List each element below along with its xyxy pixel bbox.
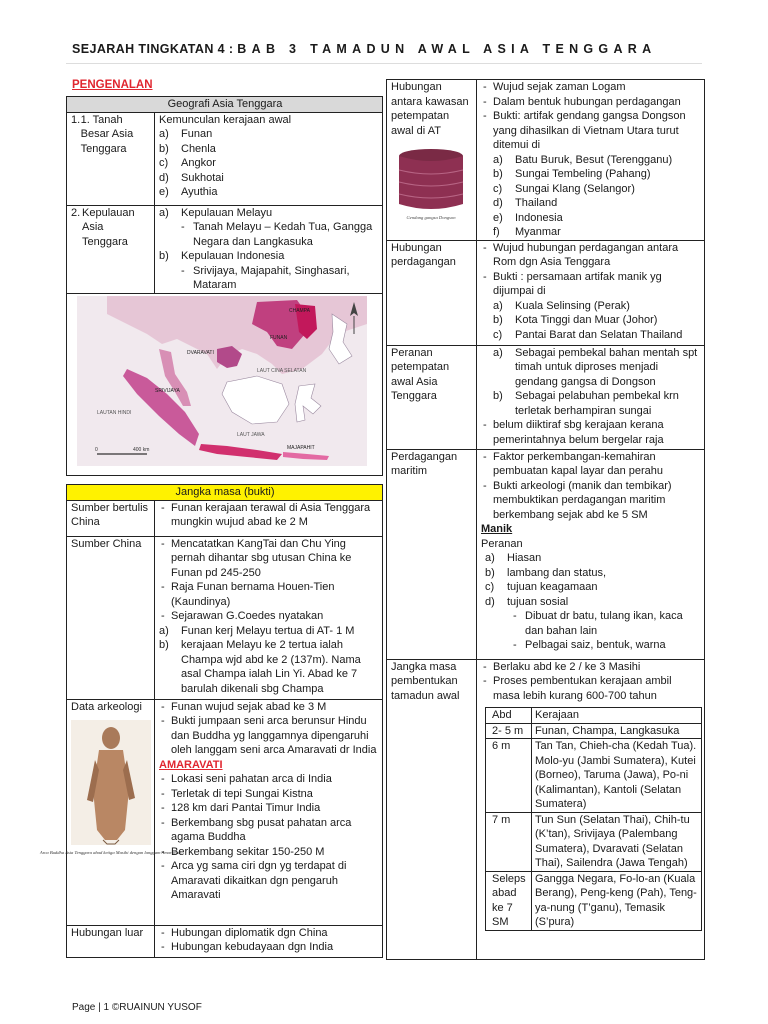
table-cell: 7 m [486, 812, 532, 871]
geografi-table [66, 96, 383, 476]
drum-caption: Gendang gangsa Dongson [406, 215, 456, 220]
list-item: a) Kuala Selinsing (Perak) [493, 299, 630, 312]
southeast-asia-map [67, 294, 381, 474]
list-item: - Bukti: artifak gendang gangsa Dongson yang dihasilkan di Vietnam Utara turut ditemui di [481, 109, 701, 153]
list-item: e) Indonesia [493, 211, 563, 224]
map-label: SRIVIJAYA [155, 387, 180, 394]
row-label: Jangka masa pembentukan tamadun awal [387, 659, 477, 959]
table-header: Kerajaan [532, 708, 702, 724]
dongson-drum-image [391, 142, 471, 222]
row-label: Hubungan luar [67, 925, 155, 957]
list-item: e) Ayuthia [159, 186, 218, 198]
row-label: Sumber China [67, 536, 155, 699]
list-item: c) Pantai Barat dan Selatan Thailand [493, 328, 683, 341]
map-label: FUNAN [270, 334, 288, 341]
table-row [486, 723, 702, 739]
list-item: - Dalam bentuk hubungan perdagangan [481, 95, 701, 110]
geografi-heading: Geografi Asia Tenggara [67, 97, 383, 113]
list-item: d) Thailand [493, 197, 558, 209]
list-item: - 128 km dari Pantai Timur India [159, 801, 379, 816]
list-item: - Mencatatkan KangTai dan Chu Ying pernah dihantar sbg utusan China ke Funan pd 245-250 [159, 537, 379, 581]
peranan-heading: Peranan [481, 537, 523, 550]
list-item: - Srivijaya, Majapahit, Singhasari, Mataram [159, 264, 379, 293]
list-item: - Hubungan kebudayaan dgn India [159, 940, 379, 955]
list-item: - Faktor perkembangan-kemahiran pembuatan kapal layar dan perahu [481, 450, 701, 479]
list-item: - Funan kerajaan terawal di Asia Tenggara mungkin wujud abad ke 2 M [159, 501, 379, 530]
row-label: 1. 1. Tanah Besar Asia Tenggara [67, 112, 155, 205]
table-row [486, 871, 702, 930]
list-item: - Dibuat dr batu, tulang ikan, kaca dan bahan lain [491, 609, 701, 638]
list-item: b) Sungai Tembeling (Pahang) [493, 168, 651, 180]
list-item: d) Sukhotai [159, 171, 224, 184]
list-item: b) lambang dan status, [485, 566, 607, 579]
list-item: f) Myanmar [493, 226, 561, 238]
row-label: Data arkeologi Arca Buddha Asia Tenggara abad ketiga Masihi dengan langgam Amaravati. [67, 699, 155, 925]
section-title: PENGENALAN [72, 79, 153, 91]
list-item: - Terletak di tepi Sungai Kistna [159, 787, 379, 802]
jangka-heading: Jangka masa (bukti) [67, 485, 383, 501]
list-item: d) tujuan sosial [485, 595, 569, 608]
table-row [486, 739, 702, 813]
row-label: 2. Kepulauan Asia Tenggara [67, 205, 155, 293]
list-item: c) tujuan keagamaan [485, 581, 598, 593]
table-row [486, 812, 702, 871]
map-label: CHAMPA [289, 307, 311, 314]
list-item: c) Sungai Klang (Selangor) [493, 182, 635, 195]
map-label: 0 [95, 446, 98, 453]
list-item: a) Funan kerj Melayu tertua di AT- 1 M [159, 624, 355, 637]
page-footer: Page | 1 ©RUAINUN YUSOF [72, 1002, 202, 1013]
row-content: Kemunculan kerajaan awal a) Funan b) Chenla c) Angkor d) Sukhotai e) Ayuthia [155, 112, 383, 205]
row-label: Hubungan perdagangan [387, 240, 477, 345]
table-cell: Gangga Negara, Fo-lo-an (Kuala Berang), Peng-keng (Pah), Teng-ya-nung (T’ganu), Temasik (S’pura) [532, 871, 702, 930]
map-label: DVARAVATI [187, 349, 214, 356]
document-header: SEJARAH TINGKATAN 4 : BAB 3 TAMADUN AWAL ASIA TENGGARA [72, 42, 657, 56]
statue-caption: Arca Buddha Asia Tenggara abad ketiga Masihi dengan langgam Amaravati. [39, 850, 183, 855]
map-label: LAUT CINA SELATAN [257, 367, 307, 374]
map-label: LAUT JAWA [237, 431, 265, 438]
list-item: - Bukti arkeologi (manik dan tembikar) membuktikan perdagangan maritim berkembang sejak abd ke 5 SM [481, 479, 701, 523]
table-cell: Seleps abad ke 7 SM [486, 871, 532, 930]
list-item: a) Kepulauan Melayu [159, 206, 273, 219]
list-item: b) Kota Tinggi dan Muar (Johor) [493, 314, 658, 326]
list-item: a) Sebagai pembekal bahan mentah spt timah untuk diproses menjadi gendang gangsa di Dongson [493, 346, 698, 388]
row-content [155, 205, 383, 293]
header-rule [66, 63, 702, 64]
table-header: Abd [486, 708, 532, 724]
jangka-masa-table [39, 484, 383, 958]
list-item: - Pelbagai saiz, bentuk, warna [491, 638, 701, 653]
row-label: Sumber bertulis China [67, 500, 155, 536]
list-item: - Wujud sejak zaman Logam [481, 80, 701, 95]
list-item: a) Hiasan [485, 552, 542, 564]
list-item: - Funan wujud sejak abad ke 3 M [159, 700, 379, 715]
list-item: - Arca yg sama ciri dgn yg terdapat di Amaravati dikaitkan dgn pengaruh Amaravati [159, 859, 379, 903]
map-cell [67, 293, 383, 475]
table-cell: Tun Sun (Selatan Thai), Chih-tu (K’tan), Srivijaya (Palembang Sumatera), Dvaravati (Selatan Thai), Sailendra (Jawa Tengah) [532, 812, 702, 871]
map-label: 400 km [133, 446, 150, 453]
list-item: b) Sebagai pelabuhan pembekal krn terletak berhampiran sungai [493, 390, 679, 417]
list-item: - Lokasi seni pahatan arca di India [159, 772, 379, 787]
list-item: - Hubungan diplomatik dgn China [159, 926, 379, 941]
list-item: - belum diiktiraf sbg kerajaan kerana pemerintahnya belum bergelar raja [481, 418, 701, 447]
table-cell: Funan, Champa, Langkasuka [532, 723, 702, 739]
row-label: Peranan petempatan awal Asia Tenggara [387, 345, 477, 449]
list-item: - Bukti jumpaan seni arca berunsur Hindu dan Buddha yg langgamnya dipengaruhi oleh langgam seni arca Amaravati dr India [159, 714, 379, 758]
amaravati-heading: AMARAVATI [159, 758, 223, 771]
table-cell: 2- 5 m [486, 723, 532, 739]
list-item: - Raja Funan bernama Houen-Tien (Kaundinya) [159, 580, 379, 609]
list-item: - Berkembang sekitar 150-250 M [159, 845, 379, 860]
map-label: LAUTAN HINDI [97, 409, 132, 416]
list-item: a) Batu Buruk, Besut (Terengganu) [493, 153, 673, 166]
table-cell: Tan Tan, Chieh-cha (Kedah Tua). Molo-yu (Jambi Sumatera), Kutei (Borneo), Taruma (Jawa), Po-ni (Kalimantan), Kantoli (Selatan Sumatera) [532, 739, 702, 813]
list-item: - Wujud hubungan perdagangan antara Rom dgn Asia Tenggara [481, 241, 701, 270]
kerajaan-table [485, 707, 702, 931]
list-item: a) Funan [159, 128, 213, 140]
list-item: c) Angkor [159, 157, 216, 169]
table-cell: 6 m [486, 739, 532, 813]
list-item: - Berlaku abd ke 2 / ke 3 Masihi [481, 660, 701, 675]
row-label: Hubungan antara kawasan petempatan awal di AT [391, 81, 469, 137]
list-item: b) kerajaan Melayu ke 2 tertua ialah Champa wjd abd ke 2 (137m). Nama asal Champa ialah Lin Yi. Abad ke 7 barulah dikenali sbg Champa [159, 639, 361, 695]
list-item: - Proses pembentukan kerajaan ambil masa lebih kurang 600-700 tahun [481, 674, 701, 703]
list-item: - Bukti : persamaan artifak manik yg dijumpai di [481, 270, 701, 299]
list-item: b) Chenla [159, 142, 216, 155]
list-item: - Berkembang sbg pusat pahatan arca agama Buddha [159, 816, 379, 845]
right-table [386, 79, 705, 960]
list-item: b) Kepulauan Indonesia [159, 250, 285, 262]
row-label: Perdagangan maritim [387, 449, 477, 659]
list-item: - Sejarawan G.Coedes nyatakan [159, 609, 379, 624]
map-label: MAJAPAHIT [287, 444, 315, 451]
manik-heading: Manik [481, 523, 513, 535]
list-item: - Tanah Melayu – Kedah Tua, Gangga Negara dan Langkasuka [159, 220, 379, 249]
